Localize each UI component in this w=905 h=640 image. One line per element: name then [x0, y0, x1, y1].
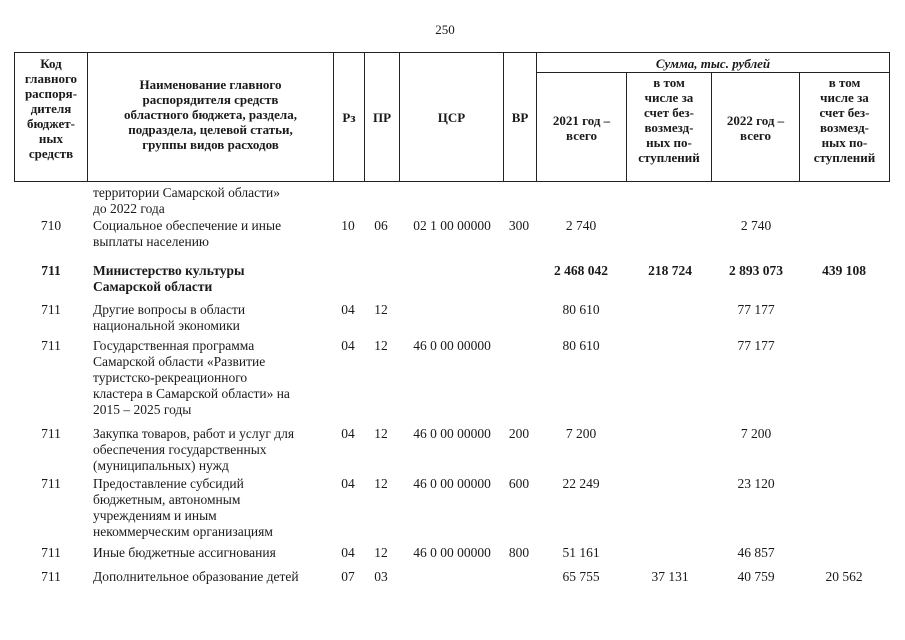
row-name-line: некоммерческим организациям: [93, 524, 273, 539]
row-name: [93, 218, 333, 250]
row-name: [93, 185, 333, 217]
row-pr: 03: [374, 569, 388, 584]
row-pr: 06: [374, 218, 388, 233]
row-total-2022: 7 200: [740, 426, 772, 441]
header-2022-free-line: ступлений: [813, 150, 876, 165]
row-total-2021: 7 200: [565, 426, 597, 441]
row-total-2022: 2 893 073: [729, 263, 783, 278]
row-code: 711: [41, 338, 61, 353]
header-2022-free-line: возмезд-: [820, 120, 869, 135]
header-name-line: областного бюджета, раздела,: [124, 107, 297, 122]
header-2022-free-line: ных по-: [821, 135, 868, 150]
header-2021-line: всего: [566, 128, 597, 143]
header-code-line: бюджет-: [26, 116, 75, 131]
header-2022-free-line: в том: [828, 75, 861, 90]
row-rz: 04: [341, 302, 355, 317]
row-vr: 200: [508, 426, 530, 441]
row-total-2022: 77 177: [737, 338, 775, 353]
row-code: 711: [41, 263, 61, 278]
header-rz: Рз: [342, 110, 356, 125]
header-2022-line: всего: [740, 128, 771, 143]
header-2021-total: [537, 113, 626, 143]
row-rz: 04: [341, 476, 355, 491]
header-code-line: распоря-: [24, 86, 78, 101]
row-total-2021: 2 740: [565, 218, 597, 233]
row-rz: 04: [341, 426, 355, 441]
row-vr: 300: [508, 218, 530, 233]
row-name: [93, 263, 333, 295]
row-rz: 10: [341, 218, 355, 233]
header-2022-line: 2022 год –: [726, 113, 785, 128]
header-divider: [889, 52, 890, 181]
header-name: [88, 77, 333, 152]
row-name-line: Дополнительное образование детей: [93, 569, 299, 584]
row-pr: 12: [374, 338, 388, 353]
row-total-2022: 23 120: [737, 476, 775, 491]
header-2022-free: [800, 75, 889, 165]
row-total-2021: 51 161: [562, 545, 600, 560]
header-code-line: ных: [38, 131, 64, 146]
row-csr: 46 0 00 00000: [413, 476, 491, 491]
header-sum-title: Сумма, тыс. рублей: [655, 56, 771, 71]
row-rz: 04: [341, 338, 355, 353]
header-2022-total: [712, 113, 799, 143]
row-total-2022: 2 740: [740, 218, 772, 233]
row-name-line: до 2022 года: [93, 201, 165, 216]
row-name-line: Предоставление субсидий: [93, 476, 244, 491]
row-name-line: выплаты населению: [93, 234, 210, 249]
row-rz: 04: [341, 545, 355, 560]
row-code: 711: [41, 545, 61, 560]
header-2021-free-line: возмезд-: [644, 120, 694, 135]
header-name-line: распорядителя средств: [142, 92, 279, 107]
header-rule-sum: [536, 72, 890, 73]
row-free-2021: 218 724: [648, 263, 692, 278]
row-name: [93, 569, 333, 585]
row-free-2022: 20 562: [825, 569, 863, 584]
row-csr: 46 0 00 00000: [413, 338, 491, 353]
header-vr: ВР: [511, 110, 529, 125]
row-csr: 46 0 00 00000: [413, 545, 491, 560]
row-name-line: 2015 – 2025 годы: [93, 402, 192, 417]
row-name: [93, 302, 333, 334]
row-name-line: национальной экономики: [93, 318, 240, 333]
row-total-2021: 2 468 042: [554, 263, 608, 278]
row-total-2021: 22 249: [562, 476, 600, 491]
row-code: 711: [41, 426, 61, 441]
header-name-line: Наименование главного: [139, 77, 282, 92]
header-name-line: группы видов расходов: [142, 137, 279, 152]
row-name-line: территории Самарской области»: [93, 185, 280, 200]
row-name-line: Министерство культуры: [93, 263, 245, 278]
row-total-2021: 80 610: [562, 302, 600, 317]
header-rule-top: [14, 52, 890, 53]
row-name-line: Самарской области «Развитие: [93, 354, 266, 369]
row-name-line: Государственная программа: [93, 338, 255, 353]
row-total-2022: 40 759: [737, 569, 775, 584]
row-code: 711: [41, 569, 61, 584]
header-2021-free-line: ных по-: [646, 135, 692, 150]
header-2021-free-line: числе за: [644, 90, 694, 105]
header-csr: ЦСР: [437, 110, 466, 125]
row-name: [93, 426, 333, 474]
row-free-2022: 439 108: [822, 263, 866, 278]
row-rz: 07: [341, 569, 355, 584]
row-name-line: (муниципальных) нужд: [93, 458, 229, 473]
row-name-line: Другие вопросы в области: [93, 302, 246, 317]
row-name-line: Самарской области: [93, 279, 213, 294]
header-code-line: Код: [40, 56, 62, 71]
row-code: 711: [41, 302, 61, 317]
header-2022-free-line: счет без-: [819, 105, 870, 120]
header-2021-free: [627, 75, 711, 165]
row-code: 710: [40, 218, 62, 233]
row-csr: 46 0 00 00000: [413, 426, 491, 441]
row-total-2022: 77 177: [737, 302, 775, 317]
row-name-line: учреждениям и иным: [93, 508, 217, 523]
row-pr: 12: [374, 426, 388, 441]
header-code-line: главного: [24, 71, 78, 86]
row-free-2021: 37 131: [651, 569, 689, 584]
row-name: [93, 338, 333, 418]
row-total-2021: 65 755: [562, 569, 600, 584]
row-name: [93, 476, 333, 540]
header-2022-free-line: числе за: [820, 90, 869, 105]
row-total-2022: 46 857: [737, 545, 775, 560]
row-name-line: Социальное обеспечение и иные: [93, 218, 282, 233]
header-rule-bottom: [14, 181, 890, 182]
row-vr: 800: [508, 545, 530, 560]
row-code: 711: [41, 476, 61, 491]
row-pr: 12: [374, 302, 388, 317]
header-code-line: дителя: [30, 101, 72, 116]
row-csr: 02 1 00 00000: [413, 218, 491, 233]
header-pr: ПР: [372, 110, 392, 125]
header-2021-free-line: ступлений: [638, 150, 700, 165]
row-pr: 12: [374, 476, 388, 491]
header-2021-free-line: счет без-: [644, 105, 694, 120]
header-name-line: подраздела, целевой статьи,: [128, 122, 293, 137]
page-number: 250: [435, 22, 455, 37]
row-name-line: Закупка товаров, работ и услуг для: [93, 426, 295, 441]
header-2021-line: 2021 год –: [552, 113, 611, 128]
row-name-line: Иные бюджетные ассигнования: [93, 545, 276, 560]
row-name-line: кластера в Самарской области» на: [93, 386, 290, 401]
row-pr: 12: [374, 545, 388, 560]
header-2021-free-line: в том: [653, 75, 685, 90]
header-code-line: средств: [28, 146, 74, 161]
row-total-2021: 80 610: [562, 338, 600, 353]
row-name-line: обеспечения государственных: [93, 442, 267, 457]
row-name: [93, 545, 333, 561]
row-vr: 600: [508, 476, 530, 491]
row-name-line: бюджетным, автономным: [93, 492, 241, 507]
header-code: [15, 56, 87, 161]
row-name-line: туристско-рекреационного: [93, 370, 248, 385]
